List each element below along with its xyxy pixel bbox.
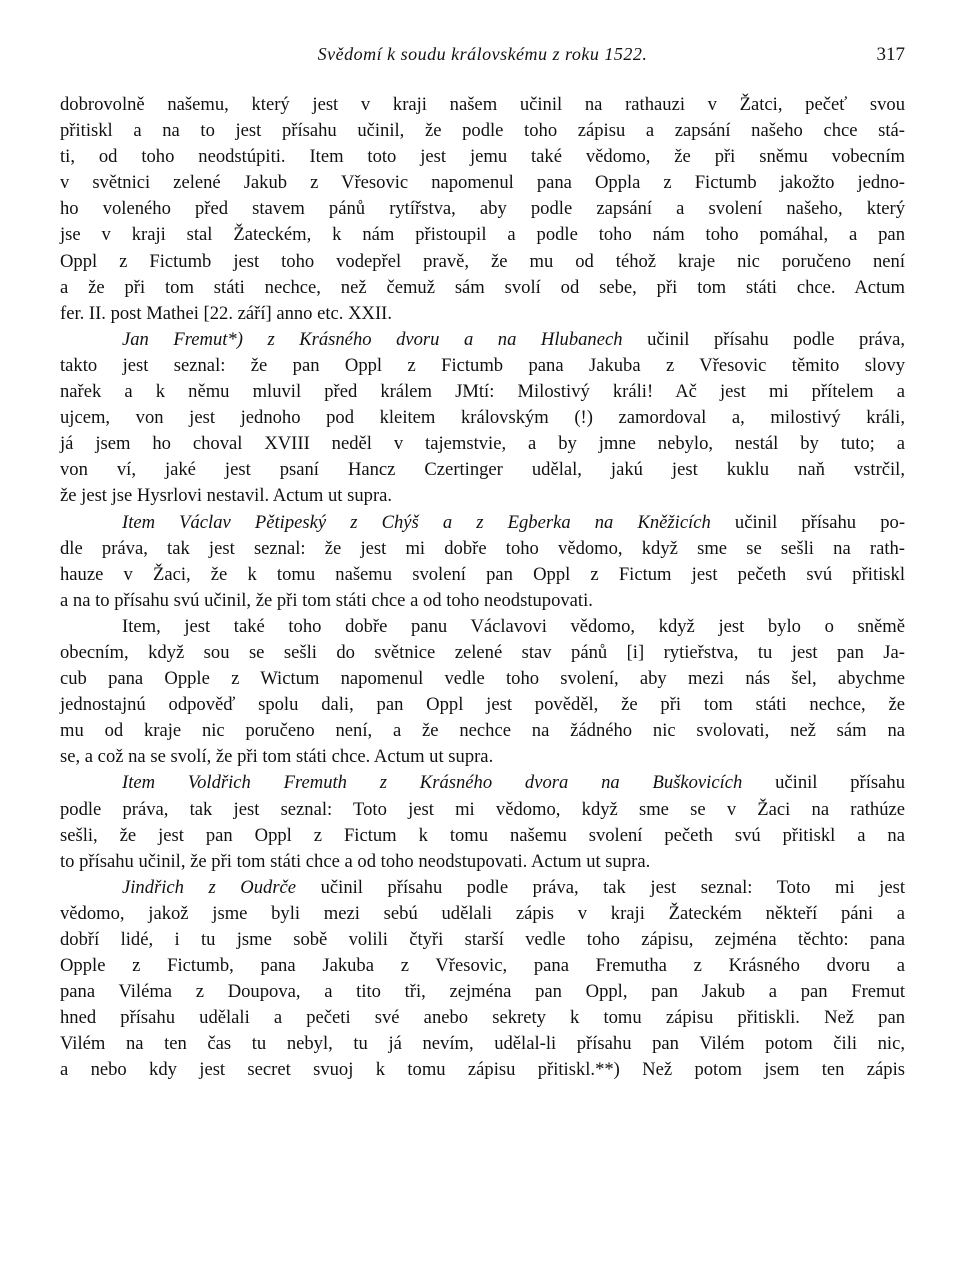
text-span: pana Viléma z Doupova, a tito tři, zejména pan Oppl, pan Jakub a pan Fremut bbox=[60, 981, 905, 1003]
text-span: a na to přísahu svú učinil, že při tom státi chce a od toho neodstupovati. bbox=[60, 589, 593, 611]
text-span: von ví, jaké jest psaní Hancz Czertinger udělal, jakú jest kuklu naň vstrčil, bbox=[60, 459, 905, 481]
text-line bbox=[60, 1031, 905, 1057]
text-line bbox=[60, 483, 905, 509]
text-span: dle práva, tak jest seznal: že jest mi dobře toho vědomo, když sme se sešli na rath- bbox=[60, 537, 905, 559]
text-span: že jest jse Hysrlovi nestavil. Actum ut supra. bbox=[60, 485, 393, 507]
page-number: 317 bbox=[876, 44, 905, 65]
text-line bbox=[60, 431, 905, 457]
text-span: a že při tom státi nechce, než čemuž sám svolí od sebe, při tom státi chce. Actum bbox=[60, 276, 905, 298]
text-line bbox=[60, 718, 905, 744]
text-span: hned přísahu udělali a pečeti své anebo sekrety k tomu zápisu přitiskli. Než pan bbox=[60, 1007, 905, 1029]
text-span: sešli, že jest pan Oppl z Fictum k tomu našemu svolení pečeth svú přitiskl a na bbox=[60, 824, 905, 846]
text-span: v světnici zelené Jakub z Vřesovic napomenul pana Oppla z Fictumb jakožto jedno- bbox=[60, 172, 905, 194]
text-line bbox=[60, 275, 905, 301]
text-line bbox=[60, 849, 905, 875]
text-span: Oppl z Fictumb jest toho vodepřel pravě, že mu od téhož kraje nic poručeno není bbox=[60, 250, 905, 272]
text-span: jse v kraji stal Žateckém, k nám přistoupil a podle toho nám toho pomáhal, a pan bbox=[60, 224, 905, 246]
text-line bbox=[60, 640, 905, 666]
text-line bbox=[60, 457, 905, 483]
text-span: Opple z Fictumb, pana Jakuba z Vřesovic, pana Fremutha z Krásného dvoru a bbox=[60, 955, 905, 977]
text-line bbox=[60, 170, 905, 196]
italic-name-span: Item Václav Pětipeský z Chýš a z Egberka na Kněžicích bbox=[122, 511, 711, 533]
text-line bbox=[60, 562, 905, 588]
text-line bbox=[60, 144, 905, 170]
running-title: Svědomí k soudu královskému z roku 1522. bbox=[317, 44, 648, 64]
text-span: a nebo kdy jest secret svuoj k tomu zápisu přitiskl.**) Než potom jsem ten zápis bbox=[60, 1059, 905, 1081]
text-span: učinil přísahu podle práva, tak jest seznal: Toto mi jest bbox=[296, 876, 905, 898]
text-line bbox=[60, 536, 905, 562]
text-line bbox=[60, 301, 905, 327]
text-span: já jsem ho choval XVIII neděl v tajemstvie, a by jmne nebylo, nestál by tuto; a bbox=[60, 433, 905, 455]
text-span: dobrovolně našemu, který jest v kraji našem učinil na rathauzi v Žatci, pečeť svou bbox=[60, 94, 905, 115]
text-span: dobří lidé, i tu jsme sobě volili čtyři starší vedle toho zápisu, zejména těchto: pana bbox=[60, 929, 905, 950]
text-line bbox=[60, 770, 905, 796]
text-line bbox=[60, 797, 905, 823]
text-span: nařek a k němu mluvil před králem JMtí: Milostivý králi! Ač jest mi přítelem a bbox=[60, 381, 905, 403]
text-span: Item, jest také toho dobře panu Václavovi vědomo, když jest bylo o sněmě bbox=[122, 615, 905, 637]
text-span: podle práva, tak jest seznal: Toto jest mi vědomo, když sme se v Žaci na rathúze bbox=[60, 798, 905, 820]
text-span: mu od kraje nic poručeno není, a že nechce na žádného nic svolovati, než sám na bbox=[60, 720, 905, 742]
text-span: hauze v Žaci, že k tomu našemu svolení pan Oppl z Fictum jest pečeth svú přitiskl bbox=[60, 563, 905, 585]
text-line bbox=[60, 1057, 905, 1083]
text-line bbox=[60, 222, 905, 248]
text-line bbox=[60, 588, 905, 614]
text-line bbox=[60, 118, 905, 144]
text-span: Vilém na ten čas tu nebyl, tu já nevím, udělal-li přísahu pan Vilém potom čili nic, bbox=[60, 1033, 905, 1055]
text-line bbox=[60, 692, 905, 718]
text-span: jednostajnú odpověď spolu dali, pan Oppl jest pověděl, že při tom státi nechce, že bbox=[60, 694, 905, 716]
text-span: fer. II. post Mathei [22. září] anno etc. XXII. bbox=[60, 302, 392, 324]
text-line bbox=[60, 249, 905, 275]
text-span: přitiskl a na to jest přísahu učinil, že podle toho zápisu a zapsání našeho chce stá- bbox=[60, 120, 905, 142]
text-span: učinil přísahu podle práva, bbox=[622, 328, 905, 350]
text-line bbox=[60, 875, 905, 901]
text-line bbox=[60, 379, 905, 405]
text-span: se, a což na se svolí, že při tom státi chce. Actum ut supra. bbox=[60, 746, 494, 768]
text-span: to přísahu učinil, že při tom státi chce a od toho neodstupovati. Actum ut supra. bbox=[60, 850, 651, 872]
text-line bbox=[60, 927, 905, 953]
italic-name-span: Jan Fremut*) z Krásného dvoru a na Hlubanech bbox=[122, 328, 623, 350]
text-span: ti, od toho neodstúpiti. Item toto jest jemu také vědomo, že při sněmu vobecním bbox=[60, 146, 905, 168]
text-span: takto jest seznal: že pan Oppl z Fictumb pana Jakuba z Vřesovic těmito slovy bbox=[60, 354, 905, 376]
text-line bbox=[60, 327, 905, 353]
text-span: ujcem, von jest jednoho pod kleitem královským (!) zamordoval a, milostivý králi, bbox=[60, 407, 905, 429]
text-span: obecním, když sou se sešli do světnice zelené stav pánů [i] rytieřstva, tu jest pan Ja- bbox=[60, 641, 905, 663]
page-header bbox=[60, 44, 905, 74]
text-span: vědomo, jakož jsme byli mezi sebú udělali zápis v kraji Žateckém někteří páni a bbox=[60, 902, 905, 924]
text-line bbox=[60, 196, 905, 222]
text-line bbox=[60, 1005, 905, 1031]
text-line bbox=[60, 901, 905, 927]
body-text bbox=[60, 92, 905, 1084]
text-span: cub pana Opple z Wictum napomenul vedle toho svolení, aby mezi nás šel, abychme bbox=[60, 668, 905, 690]
text-line bbox=[60, 979, 905, 1005]
text-line bbox=[60, 92, 905, 118]
text-span: ho voleného před stavem pánů rytířstva, aby podle zapsání a svolení našeho, který bbox=[60, 198, 905, 220]
italic-name-span: Jindřich z Oudrče bbox=[122, 876, 297, 898]
text-line bbox=[60, 666, 905, 692]
italic-name-span: Item Voldřich Fremuth z Krásného dvora na Buškovicích bbox=[122, 772, 743, 794]
text-span: učinil přísahu po- bbox=[710, 511, 906, 533]
text-line bbox=[60, 510, 905, 536]
text-line bbox=[60, 353, 905, 379]
text-line bbox=[60, 953, 905, 979]
text-line bbox=[60, 405, 905, 431]
text-line bbox=[60, 823, 905, 849]
text-span: učinil přísahu bbox=[742, 772, 905, 794]
text-line bbox=[60, 614, 905, 640]
text-line bbox=[60, 744, 905, 770]
